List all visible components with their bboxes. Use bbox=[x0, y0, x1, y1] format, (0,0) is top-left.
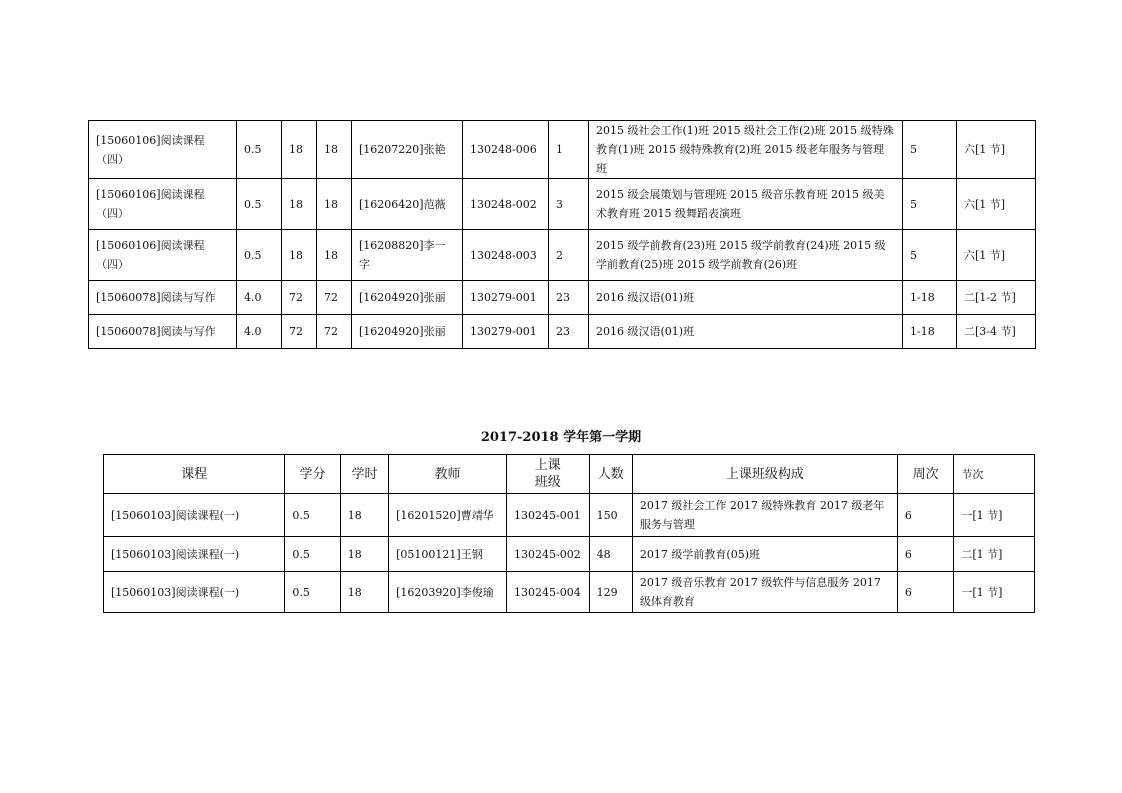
credit-cell: 4.0 bbox=[237, 281, 282, 315]
weeks-cell: 5 bbox=[903, 121, 957, 179]
weeks-cell: 5 bbox=[903, 179, 957, 230]
credit-cell: 0.5 bbox=[285, 494, 340, 537]
hours-cell: 72 bbox=[282, 281, 317, 315]
section-cell: 130245-001 bbox=[507, 494, 590, 537]
header-credit: 学分 bbox=[285, 455, 340, 494]
header-section-line1: 上课 bbox=[534, 458, 561, 473]
teacher-cell: [16204920]张丽 bbox=[352, 281, 463, 315]
course-cell: [15060103]阅读课程(一) bbox=[104, 537, 285, 572]
hours-cell: 18 bbox=[340, 572, 388, 613]
teacher-cell: [16208820]李一字 bbox=[352, 230, 463, 281]
period-cell: 一[1 节] bbox=[954, 572, 1035, 613]
count-cell: 150 bbox=[589, 494, 632, 537]
course-cell: [15060106]阅读课程（四） bbox=[89, 121, 237, 179]
period-cell: 六[1 节] bbox=[957, 230, 1036, 281]
schedule-table-previous bbox=[88, 120, 1036, 349]
count-cell: 48 bbox=[589, 537, 632, 572]
section-cell: 130245-002 bbox=[507, 537, 590, 572]
hours2-cell: 18 bbox=[317, 230, 352, 281]
classes-cell: 2017 级社会工作 2017 级特殊教育 2017 级老年服务与管理 bbox=[632, 494, 897, 537]
credit-cell: 0.5 bbox=[237, 230, 282, 281]
header-section-line2: 班级 bbox=[534, 475, 561, 490]
teacher-cell: [16201520]曹靖华 bbox=[389, 494, 507, 537]
count-cell: 129 bbox=[589, 572, 632, 613]
hours-cell: 18 bbox=[282, 230, 317, 281]
semester-title: 2017-2018 学年第一学期 bbox=[480, 430, 642, 445]
hours-cell: 18 bbox=[282, 179, 317, 230]
course-cell: [15060103]阅读课程(一) bbox=[104, 572, 285, 613]
course-cell: [15060078]阅读与写作 bbox=[89, 315, 237, 349]
header-section bbox=[507, 455, 590, 494]
header-classes: 上课班级构成 bbox=[632, 455, 897, 494]
section-cell: 130248-003 bbox=[463, 230, 549, 281]
count-cell: 23 bbox=[549, 315, 589, 349]
classes-cell: 2016 级汉语(01)班 bbox=[589, 281, 903, 315]
header-period: 节次 bbox=[954, 455, 1035, 494]
section-cell: 130279-001 bbox=[463, 281, 549, 315]
header-teacher: 教师 bbox=[389, 455, 507, 494]
classes-cell: 2015 级学前教育(23)班 2015 级学前教育(24)班 2015 级学前教育(25)班 2015 级学前教育(26)班 bbox=[589, 230, 903, 281]
weeks-cell: 6 bbox=[897, 537, 953, 572]
credit-cell: 0.5 bbox=[237, 121, 282, 179]
weeks-cell: 6 bbox=[897, 572, 953, 613]
course-cell: [15060106]阅读课程（四） bbox=[89, 179, 237, 230]
header-weeks: 周次 bbox=[897, 455, 953, 494]
teacher-cell: [05100121]王钢 bbox=[389, 537, 507, 572]
count-cell: 2 bbox=[549, 230, 589, 281]
header-hours: 学时 bbox=[340, 455, 388, 494]
teacher-cell: [16203920]李俊瑜 bbox=[389, 572, 507, 613]
period-cell: 二[1-2 节] bbox=[957, 281, 1036, 315]
table-row bbox=[89, 281, 1036, 315]
period-cell: 一[1 节] bbox=[954, 494, 1035, 537]
table-row bbox=[89, 179, 1036, 230]
hours2-cell: 72 bbox=[317, 315, 352, 349]
teacher-cell: [16206420]范薇 bbox=[352, 179, 463, 230]
period-cell: 六[1 节] bbox=[957, 179, 1036, 230]
period-cell: 二[3-4 节] bbox=[957, 315, 1036, 349]
hours-cell: 18 bbox=[282, 121, 317, 179]
weeks-cell: 1-18 bbox=[903, 315, 957, 349]
hours-cell: 18 bbox=[340, 537, 388, 572]
weeks-cell: 5 bbox=[903, 230, 957, 281]
weeks-cell: 1-18 bbox=[903, 281, 957, 315]
teacher-cell: [16207220]张艳 bbox=[352, 121, 463, 179]
period-cell: 六[1 节] bbox=[957, 121, 1036, 179]
table-row bbox=[89, 230, 1036, 281]
table-header-row bbox=[104, 455, 1035, 494]
count-cell: 3 bbox=[549, 179, 589, 230]
course-cell: [15060106]阅读课程（四） bbox=[89, 230, 237, 281]
hours-cell: 72 bbox=[282, 315, 317, 349]
classes-cell: 2017 级学前教育(05)班 bbox=[632, 537, 897, 572]
section-cell: 130245-004 bbox=[507, 572, 590, 613]
credit-cell: 0.5 bbox=[285, 537, 340, 572]
hours-cell: 18 bbox=[340, 494, 388, 537]
period-cell: 二[1 节] bbox=[954, 537, 1035, 572]
header-course: 课程 bbox=[104, 455, 285, 494]
table-row bbox=[89, 315, 1036, 349]
credit-cell: 4.0 bbox=[237, 315, 282, 349]
table-row bbox=[89, 121, 1036, 179]
classes-cell: 2016 级汉语(01)班 bbox=[589, 315, 903, 349]
teacher-cell: [16204920]张丽 bbox=[352, 315, 463, 349]
table-row bbox=[104, 494, 1035, 537]
classes-cell: 2015 级会展策划与管理班 2015 级音乐教育班 2015 级美术教育班 2015 级舞蹈表演班 bbox=[589, 179, 903, 230]
header-count: 人数 bbox=[589, 455, 632, 494]
schedule-table-2017-2018 bbox=[103, 454, 1035, 613]
table-row bbox=[104, 572, 1035, 613]
hours2-cell: 72 bbox=[317, 281, 352, 315]
hours2-cell: 18 bbox=[317, 121, 352, 179]
credit-cell: 0.5 bbox=[237, 179, 282, 230]
section-cell: 130248-002 bbox=[463, 179, 549, 230]
count-cell: 1 bbox=[549, 121, 589, 179]
classes-cell: 2015 级社会工作(1)班 2015 级社会工作(2)班 2015 级特殊教育(1)班 2015 级特殊教育(2)班 2015 级老年服务与管理班 bbox=[589, 121, 903, 179]
table-row bbox=[104, 537, 1035, 572]
course-cell: [15060078]阅读与写作 bbox=[89, 281, 237, 315]
section-cell: 130248-006 bbox=[463, 121, 549, 179]
classes-cell: 2017 级音乐教育 2017 级软件与信息服务 2017 级体育教育 bbox=[632, 572, 897, 613]
section-cell: 130279-001 bbox=[463, 315, 549, 349]
credit-cell: 0.5 bbox=[285, 572, 340, 613]
hours2-cell: 18 bbox=[317, 179, 352, 230]
course-cell: [15060103]阅读课程(一) bbox=[104, 494, 285, 537]
count-cell: 23 bbox=[549, 281, 589, 315]
weeks-cell: 6 bbox=[897, 494, 953, 537]
